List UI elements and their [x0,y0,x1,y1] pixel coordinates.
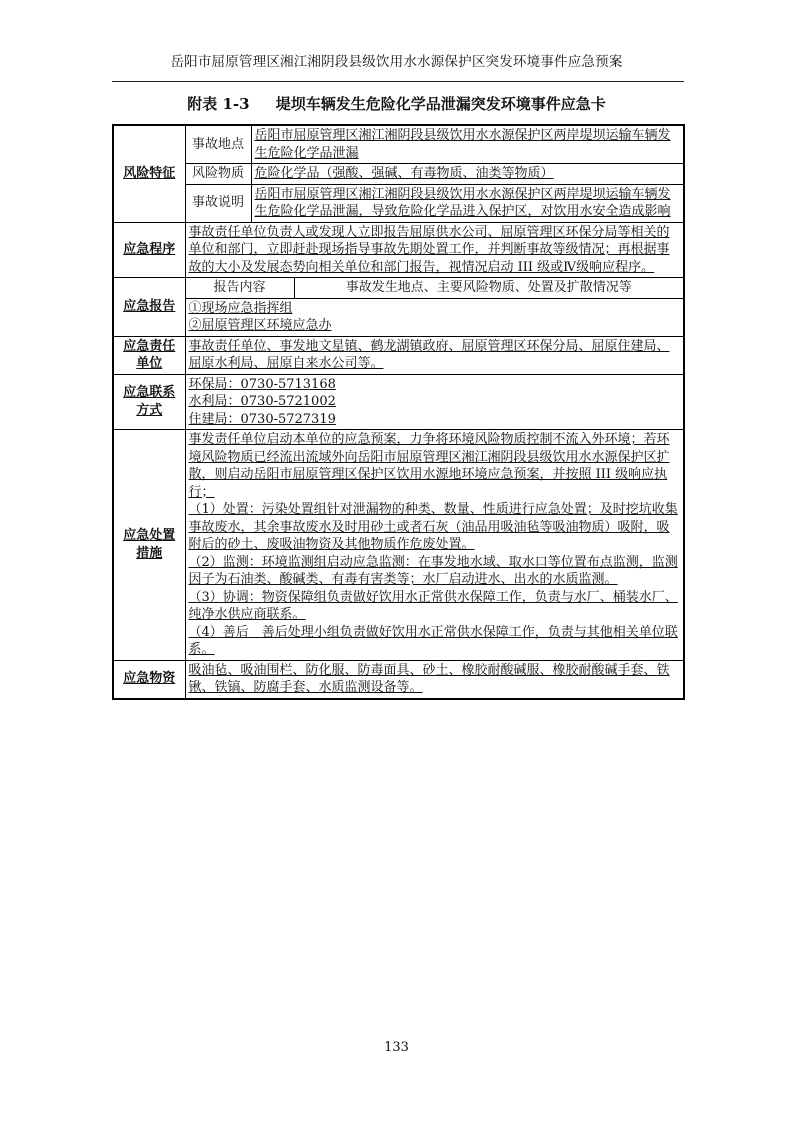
header-divider [112,81,684,82]
supplies-label: 应急物资 [113,660,185,699]
report-items [186,299,684,336]
risk-label: 风险特征 [113,125,185,222]
report-item: ①现场应急指挥组 [188,300,293,316]
responsible-label: 应急责任单位 [113,336,185,374]
contact-line-housing: 住建局：0730-5727319 [188,411,336,427]
measures-paragraph: 事发责任单位启动本单位的应急预案，力争将环境风险物质控制不流入外环境；若环境风险物质已经流出流域外向岳阳市屈原管理区湘江湘阴段县级饮用水水源保护区扩散，则启动岳阳市屈原管理区保护区饮用水源地环境应急预案，并按照 III 级响应执行； [188,432,670,500]
page-number: 133 [384,1040,409,1055]
report-item: ②屈原管理区环境应急办 [188,318,332,333]
report-label: 应急报告 [113,278,185,337]
risk-value-location: 岳阳市屈原管理区湘江湘阴段县级饮用水水源保护区两岸堤坝运输车辆发生危险化学品泄漏 [251,125,684,164]
supplies-text: 吸油毡、吸油围栏、防化服、防毒面具、砂土、橡胶耐酸碱服、橡胶耐酸碱手套、铁锹、铁镐、防腐手套、水质监测设备等。 [185,660,684,699]
report-content [185,278,684,337]
measures-row [113,430,684,661]
supplies-row [113,660,684,699]
report-head-right: 事故发生地点、主要风险物质、处置及扩散情况等 [345,280,632,295]
procedure-label: 应急程序 [113,222,185,278]
report-head-left: 报告内容 [186,278,295,298]
contact-line-environment: 环保局：0730-5713168 [188,376,336,392]
measures-label: 应急处置措施 [113,430,185,661]
measures-paragraph: （1）处置：污染处置组针对泄漏物的种类、数量、性质进行应急处置；及时挖坑收集事故废水，其余事故废水及时用砂土或者石灰（油品用吸油毡等吸油物质）吸附，吸附后的砂土、废吸油物资及其他物质作危废处置。 [188,502,678,552]
measures-paragraph: （2）监测：环境监测组启动应急监测：在事发地水域、取水口等位置布点监测，监测因子为石油类、酸碱类、有毒有害类等；水厂启动进水、出水的水质监测。 [188,554,678,587]
report-row [113,278,684,337]
title-prefix: 附表 1-3 [187,95,250,113]
procedure-row [113,222,684,278]
report-header [186,278,684,299]
risk-sub-label-location: 事故地点 [185,125,251,164]
contact-lines [185,374,684,430]
responsible-text: 事故责任单位、事发地文星镇、鹤龙湖镇政府、屈原管理区环保分局、屈原住建局、屈原水利局、屈原自来水公司等。 [185,336,684,374]
document-header: 岳阳市屈原管理区湘江湘阴段县级饮用水水源保护区突发环境事件应急预案 [170,54,623,70]
risk-row-description [113,184,684,222]
risk-sub-label-description: 事故说明 [185,184,251,222]
risk-sub-label-substance: 风险物质 [185,164,251,185]
contact-label: 应急联系方式 [113,374,185,430]
contact-line-water: 水利局：0730-5721002 [188,394,336,409]
measures-content [185,430,684,661]
measures-paragraph: （3）协调：物资保障组负责做好饮用水正常供水保障工作，负责与水厂、桶装水厂、纯净水供应商联系。 [188,589,678,622]
risk-row-location [113,125,684,164]
title-text: 堤坝车辆发生危险化学品泄漏突发环境事件应急卡 [275,95,606,113]
contact-row [113,374,684,430]
procedure-text: 事故责任单位负责人或发现人立即报告屈原供水公司、屈原管理区环保分局等相关的单位和部门，立即赶赴现场指导事故先期处置工作，并判断事故等级情况；再根据事故的大小及发展态势向相关单位和部门报告，视情况启动 III 级或Ⅳ级响应程序。 [185,222,684,278]
title-spacer [255,95,271,113]
risk-value-description: 岳阳市屈原管理区湘江湘阴段县级饮用水水源保护区两岸堤坝运输车辆发生危险化学品泄漏，导致危险化学品进入保护区，对饮用水安全造成影响 [251,184,684,222]
responsible-row [113,336,684,374]
risk-value-substance: 危险化学品（强酸、强碱、有毒物质、油类等物质） [251,164,684,185]
emergency-card-table [112,124,685,700]
risk-row-substance [113,164,684,185]
measures-paragraph: （4）善后 善后处理小组负责做好饮用水正常供水保障工作，负责与其他相关单位联系。 [188,624,678,657]
table-title [0,93,793,114]
